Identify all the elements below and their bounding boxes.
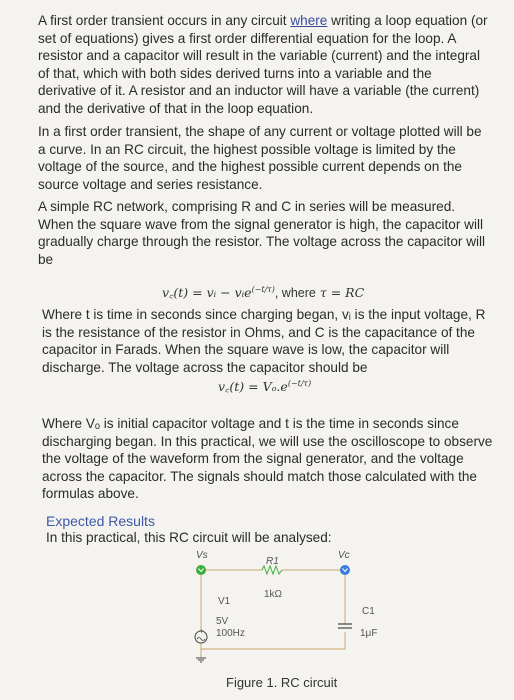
capacitor-icon [338, 624, 352, 628]
resistor-name: R1 [266, 556, 279, 567]
formula2-exponent: (−t/τ) [287, 378, 312, 388]
vc-probe-icon [340, 565, 350, 575]
formula1-where: , where [274, 286, 316, 300]
ground-icon [196, 658, 206, 662]
paragraph-discharging: Where Vₒ is initial capacitor voltage and t is the time in seconds since discharging began. In this practical, we will use the oscilloscope to observe the voltage of the waveform from the signal generator, and the voltage across the capacitor. The signals should match those calculated with the formulas above. [42, 416, 493, 501]
circuit-intro-text: In this practical, this RC circuit will be analysed: [46, 530, 332, 545]
discharging-formula [218, 378, 311, 395]
capacitor-value: 1μF [360, 628, 378, 639]
source-voltage: 5V [216, 616, 229, 627]
source-frequency: 100Hz [216, 628, 245, 639]
paragraph-curve-shape: In a first order transient, the shape of any current or voltage plotted will be a curve. In an RC circuit, the highest possible voltage is limited by the voltage of the source, and the highest possible current depends on the source voltage and series resistance. [38, 124, 482, 192]
paragraph-rc-network: A simple RC network, comprising R and C in series will be measured. When the square wave from the signal generator is high, the capacitor will gradually charge through the resistor. The voltage across the capacitor will be [38, 199, 486, 267]
svg-text:+: + [199, 628, 205, 635]
voltage-source-icon [195, 628, 207, 643]
para1-post: writing a loop equation (or set of equations) gives a first order differential equation for the loop. A resistor and a capacitor will result in the variable (current) and the integral of that, which with both sides derived turns into a variable and the derivative of it. A resistor and an inductor will have a variable (the current) and the derivative of that in the loop equation. [38, 13, 488, 116]
vc-label: Vc [338, 550, 350, 561]
paragraph-first-order [38, 12, 490, 117]
resistor-icon [262, 566, 282, 574]
expected-results-heading: Expected Results [46, 513, 155, 529]
rc-circuit-diagram [150, 546, 400, 666]
figure-caption: Figure 1. RC circuit [226, 675, 338, 690]
formula2-lhs: v꜀(t) = Vₒ.e [218, 379, 288, 394]
capacitor-name: C1 [362, 606, 375, 617]
source-name: V1 [218, 596, 231, 607]
vs-label: Vs [196, 550, 208, 561]
resistor-value: 1kΩ [264, 589, 283, 600]
paragraph-charging-definitions: Where t is time in seconds since charging began, vᵢ is the input voltage, R is the resistance of the resistor in Ohms, and C is the capacitance of the capacitor in Farads. When the square wave is low, the capacitor will discharge. The voltage across the capacitor should be [42, 307, 486, 375]
formula1-lhs: v꜀(t) = vᵢ − vᵢe [162, 285, 252, 300]
charging-formula [162, 284, 364, 301]
para1-pre: A first order transient occurs in any circuit [38, 13, 291, 28]
formula1-rhs: τ = RC [319, 285, 365, 300]
formula1-exponent: (−t/τ) [251, 284, 275, 294]
vs-probe-icon [196, 565, 206, 575]
where-link[interactable]: where [290, 13, 328, 28]
top-right-wire [282, 570, 345, 624]
